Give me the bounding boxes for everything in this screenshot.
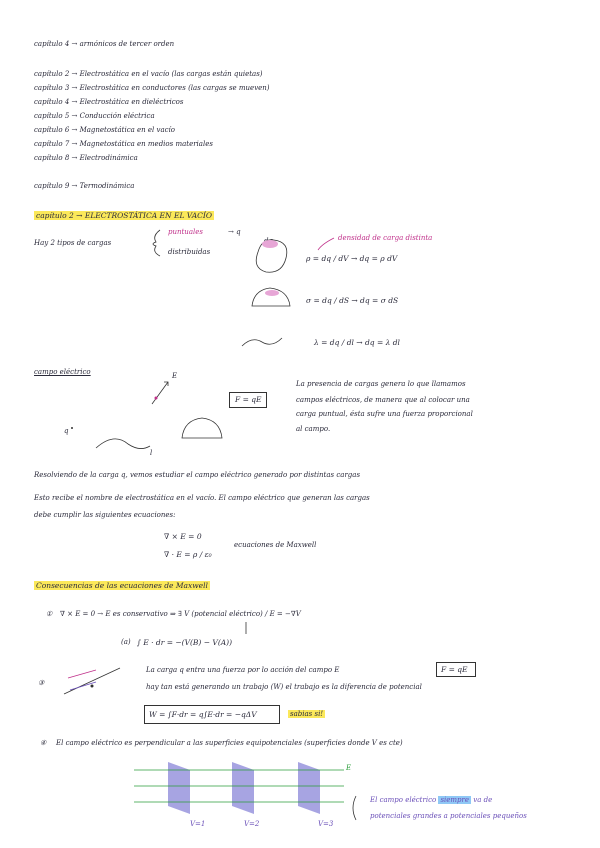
work-tag: sabias si! <box>290 710 324 718</box>
maxwell-eq2: ∇ · E = ρ / ε₀ <box>164 550 212 559</box>
force-arrow-pink-icon <box>68 670 96 678</box>
field-explanation-3: carga puntual, ésta sufre una fuerza proporcional <box>296 410 473 418</box>
puntuales-label: puntuales <box>168 228 203 236</box>
index-ch9: capítulo 9 → Termodinámica <box>34 182 135 190</box>
field-explanation-1: La presencia de cargas genera lo que llamamos <box>296 380 466 388</box>
dome-icon <box>182 418 222 438</box>
lambda-equation: λ = dq / dl → dq = λ dl <box>314 338 400 347</box>
l-label: l <box>150 449 153 457</box>
consequence-1-text: ∇ × E = 0 → E es conservativo ⇒ ∃ V (potencial eléctrico) / E = −∇V <box>60 610 301 618</box>
test-charge-dot <box>155 397 158 400</box>
field-explanation-4: al campo. <box>296 425 331 433</box>
consequence-1-number: ① <box>46 610 53 618</box>
surface-dq-highlight <box>265 290 279 296</box>
consequence-4-text: El campo eléctrico es perpendicular a las superficies equipotenciales (superficies donde V es cte) <box>56 739 403 747</box>
charge-text-2: hay tan está generando un trabajo (W) el trabajo es la diferencia de potencial <box>146 683 422 691</box>
density-arrow-icon <box>318 238 334 250</box>
index-ch5: capítulo 5 → Conducción eléctrica <box>34 112 155 120</box>
rho-equation: ρ = dq / dV → dq = ρ dV <box>306 254 398 263</box>
highlight-siempre: siempre <box>440 796 470 804</box>
maxwell-eq1: ∇ × E = 0 <box>164 532 202 541</box>
consequences-title: Consecuencias de las ecuaciones de Maxwell <box>36 581 208 590</box>
sub-a-label: (a) <box>121 638 131 646</box>
bracket-icon <box>353 796 356 820</box>
index-ch4: capítulo 4 → armónicos de tercer orden <box>34 40 175 48</box>
v3-label: V=3 <box>318 820 334 828</box>
charge-types-label: Hay 2 tipos de cargas <box>34 239 112 247</box>
field-explanation-2: campos eléctricos, de manera que al colocar una <box>296 396 470 404</box>
q-small-label: q <box>64 427 69 435</box>
consequence-4-number: ④ <box>40 739 47 747</box>
brace-icon <box>153 230 160 256</box>
maxwell-para-2: Esto recibe el nombre de electrostática en el vacío. El campo eléctrico que generan las cargas <box>34 494 370 502</box>
index-ch6: capítulo 6 → Magnetostática en el vacío <box>34 126 176 134</box>
curve-icon <box>96 439 150 449</box>
E-arrow-icon <box>152 382 168 404</box>
charge-text-1: La carga q entra una fuerza por lo acción del campo E <box>146 666 340 674</box>
v2-label: V=2 <box>244 820 260 828</box>
volume-dq-highlight <box>262 240 278 248</box>
line-integral: ∫ E · dr = −(V(B) − V(A)) <box>137 638 233 647</box>
index-ch4b: capítulo 4 → Electrostática en dieléctricos <box>34 98 184 106</box>
v1-label: V=1 <box>190 820 206 828</box>
sigma-equation: σ = dq / dS → dq = σ dS <box>306 296 399 305</box>
force-box: F = qE <box>229 392 267 408</box>
maxwell-para-1: Resolviendo de la carga q, vemos estudiar el campo eléctrico generado por distintas cargas <box>34 471 361 479</box>
maxwell-para-3: debe cumplir las siguientes ecuaciones: <box>34 511 176 519</box>
index-ch7: capítulo 7 → Magnetostática en medios materiales <box>34 140 213 148</box>
E-vector-label: E <box>172 372 178 380</box>
line-element-icon <box>242 338 282 346</box>
section1-title: capítulo 2 → ELECTROSTÁTICA EN EL VACÍO <box>36 211 212 220</box>
field-heading: campo eléctrico <box>34 368 91 376</box>
side-note-1: El campo eléctrico siempre va de <box>370 796 493 804</box>
q-label: → q <box>228 228 241 236</box>
maxwell-label: ecuaciones de Maxwell <box>234 541 317 549</box>
F-qE-box: F = qE <box>436 662 476 677</box>
index-ch8: capítulo 8 → Electrodinámica <box>34 154 138 162</box>
E-green-label: E <box>346 764 352 772</box>
density-note: densidad de carga distinta <box>338 234 433 242</box>
consequence-3-number: ③ <box>38 679 45 687</box>
distribuidas-label: distribuidas <box>168 248 211 256</box>
side-note-2: potenciales grandes a potenciales pequeños <box>370 812 527 820</box>
work-equation-box: W = ∫F·dr = q∫E·dr = −qΔV <box>144 705 280 724</box>
equipotential-planes <box>134 762 344 814</box>
trajectory-icon <box>64 668 120 694</box>
index-ch3: capítulo 3 → Electrostática en conductores (las cargas se mueven) <box>34 84 270 92</box>
index-ch2: capítulo 2 → Electrostática en el vacío (las cargas están quietas) <box>34 70 263 78</box>
